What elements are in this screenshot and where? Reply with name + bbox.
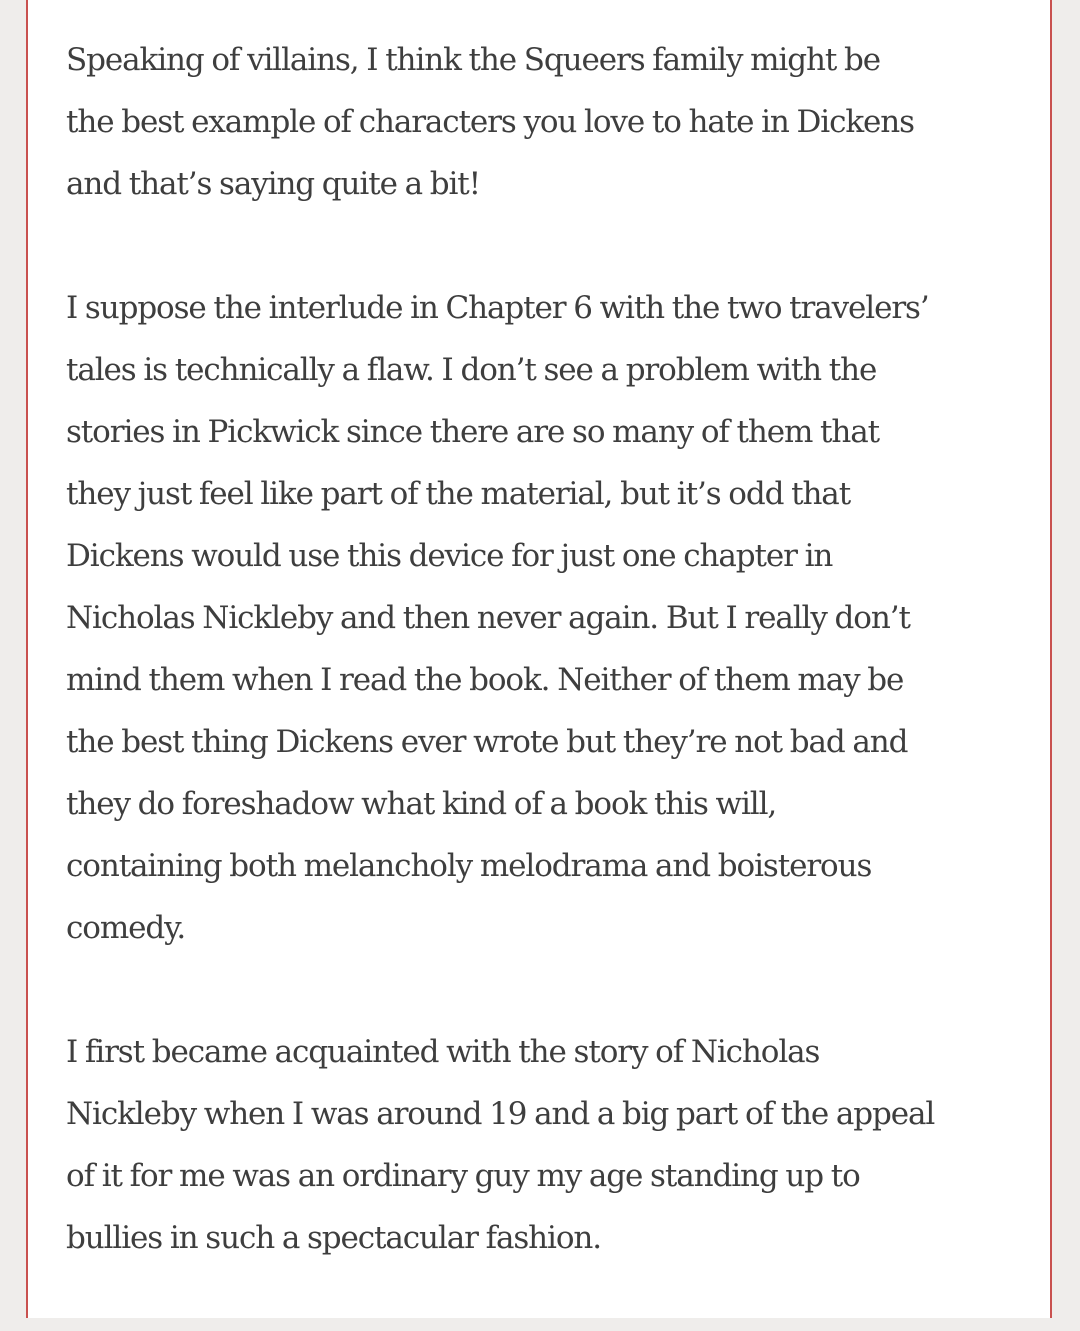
text-line: Nickleby when I was around 19 and a big part of the appeal	[66, 1096, 935, 1132]
text-line: Speaking of villains, I think the Squeers family might be	[66, 42, 880, 78]
text-line: I suppose the interlude in Chapter 6 with the two travelers’	[66, 290, 929, 326]
text-line: Dickens would use this device for just one chapter in	[66, 538, 833, 574]
text-line: stories in Pickwick since there are so many of them that	[66, 414, 880, 450]
text-line: of it for me was an ordinary guy my age standing up to	[66, 1158, 860, 1194]
text-line: I first became acquainted with the story of Nicholas	[66, 1034, 820, 1070]
text-line: bullies in such a spectacular fashion.	[66, 1220, 602, 1256]
text-line: containing both melancholy melodrama and boisterous	[66, 848, 872, 884]
text-line: Nicholas Nickleby and then never again. But I really don’t	[66, 600, 910, 636]
paragraph	[66, 1021, 1026, 1269]
paragraph	[66, 29, 1026, 215]
text-line: the best example of characters you love to hate in Dickens	[66, 104, 914, 140]
text-line: the best thing Dickens ever wrote but they’re not bad and	[66, 724, 908, 760]
paragraph	[66, 277, 1026, 959]
text-line: and that’s saying quite a bit!	[66, 166, 480, 202]
text-line: comedy.	[66, 910, 186, 946]
text-line: they just feel like part of the material, but it’s odd that	[66, 476, 851, 512]
text-line: they do foreshadow what kind of a book this will,	[66, 786, 777, 822]
text-line: mind them when I read the book. Neither of them may be	[66, 662, 904, 698]
comment-card	[26, 0, 1052, 1318]
text-line: tales is technically a flaw. I don’t see a problem with the	[66, 352, 877, 388]
comment-body	[66, 29, 1026, 1331]
